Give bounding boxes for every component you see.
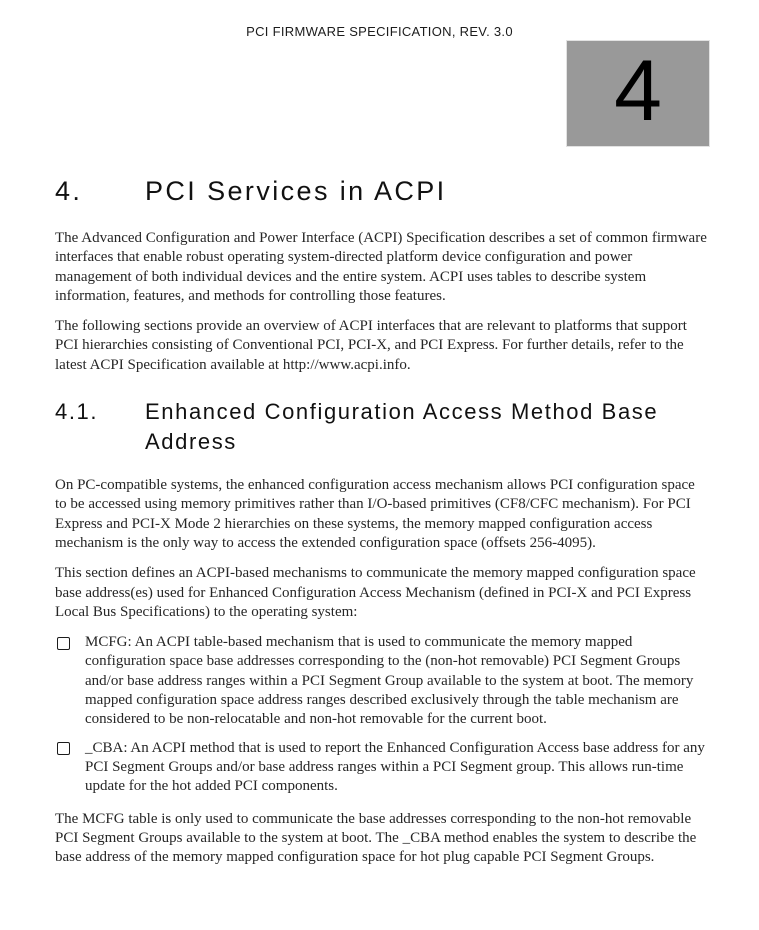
square-bullet-icon: [57, 742, 70, 755]
bullet-text-cba: _CBA: An ACPI method that is used to report the Enhanced Configuration Access base address for any PCI Segment Groups and/or base address ranges within a PCI Segment group. This allows run-time update for the hot added PCI components.: [85, 739, 705, 795]
section-paragraph-1: On PC-compatible systems, the enhanced configuration access mechanism allows PCI configuration space to be accessed using memory primitives rather than I/O-based primitives (CF8/CFC mechanism). For PCI Express and PCI-X Mode 2 hierarchies on these systems, the memory mapped configuration access mechanism is the only way to access the extended configuration space (offsets 256-4095).: [55, 477, 695, 551]
page-content: [55, 176, 707, 867]
bullet-item-mcfg: [57, 633, 707, 729]
bullet-text-mcfg: MCFG: An ACPI table-based mechanism that is used to communicate the memory mapped configuration space base addresses corresponding to the (non-hot removable) PCI Segment Groups and/or base address ranges within a PCI Segment Group available to the system at boot. The memory mapped configuration space address ranges described exclusively through the table mechanism are considered to be non-relocatable and non-hot removable for the current boot.: [85, 634, 694, 728]
section-heading-title: Enhanced Configuration Access Method Base Address: [145, 399, 659, 455]
chapter-tab-box: [566, 40, 710, 147]
section-heading: [55, 397, 707, 457]
square-bullet-icon: [57, 637, 70, 650]
running-header: PCI FIRMWARE SPECIFICATION, REV. 3.0: [246, 24, 513, 39]
chapter-tab-number: 4: [614, 42, 662, 139]
closing-paragraph: The MCFG table is only used to communicate the base addresses corresponding to the non-hot removable PCI Segment Groups available to the system at boot. The _CBA method enables the system to describe the base address of the memory mapped configuration space for hot plug capable PCI Segment Groups.: [55, 810, 697, 866]
intro-paragraph-2: The following sections provide an overview of ACPI interfaces that are relevant to platforms that support PCI hierarchies consisting of Conventional PCI, PCI-X, and PCI Express. For further details, refer to the latest ACPI Specification available at http://www.acpi.info.: [55, 318, 687, 373]
chapter-heading: [55, 176, 707, 207]
chapter-heading-number: 4.: [55, 176, 83, 206]
section-heading-number: 4.1.: [55, 399, 99, 425]
bullet-item-cba: [57, 739, 707, 797]
section-paragraph-2: This section defines an ACPI-based mechanisms to communicate the memory mapped configuration space base address(es) used for Enhanced Configuration Access Mechanism (defined in PCI-X and PCI Express Local Bus Specifications) to the operating system:: [55, 565, 696, 620]
intro-paragraph-1: The Advanced Configuration and Power Interface (ACPI) Specification describes a set of common firmware interfaces that enable robust operating system-directed platform device configuration and power management of both individual devices and the entire system. ACPI uses tables to describe system information, features, and methods for controlling those features.: [55, 230, 707, 304]
chapter-heading-title: PCI Services in ACPI: [145, 176, 447, 206]
